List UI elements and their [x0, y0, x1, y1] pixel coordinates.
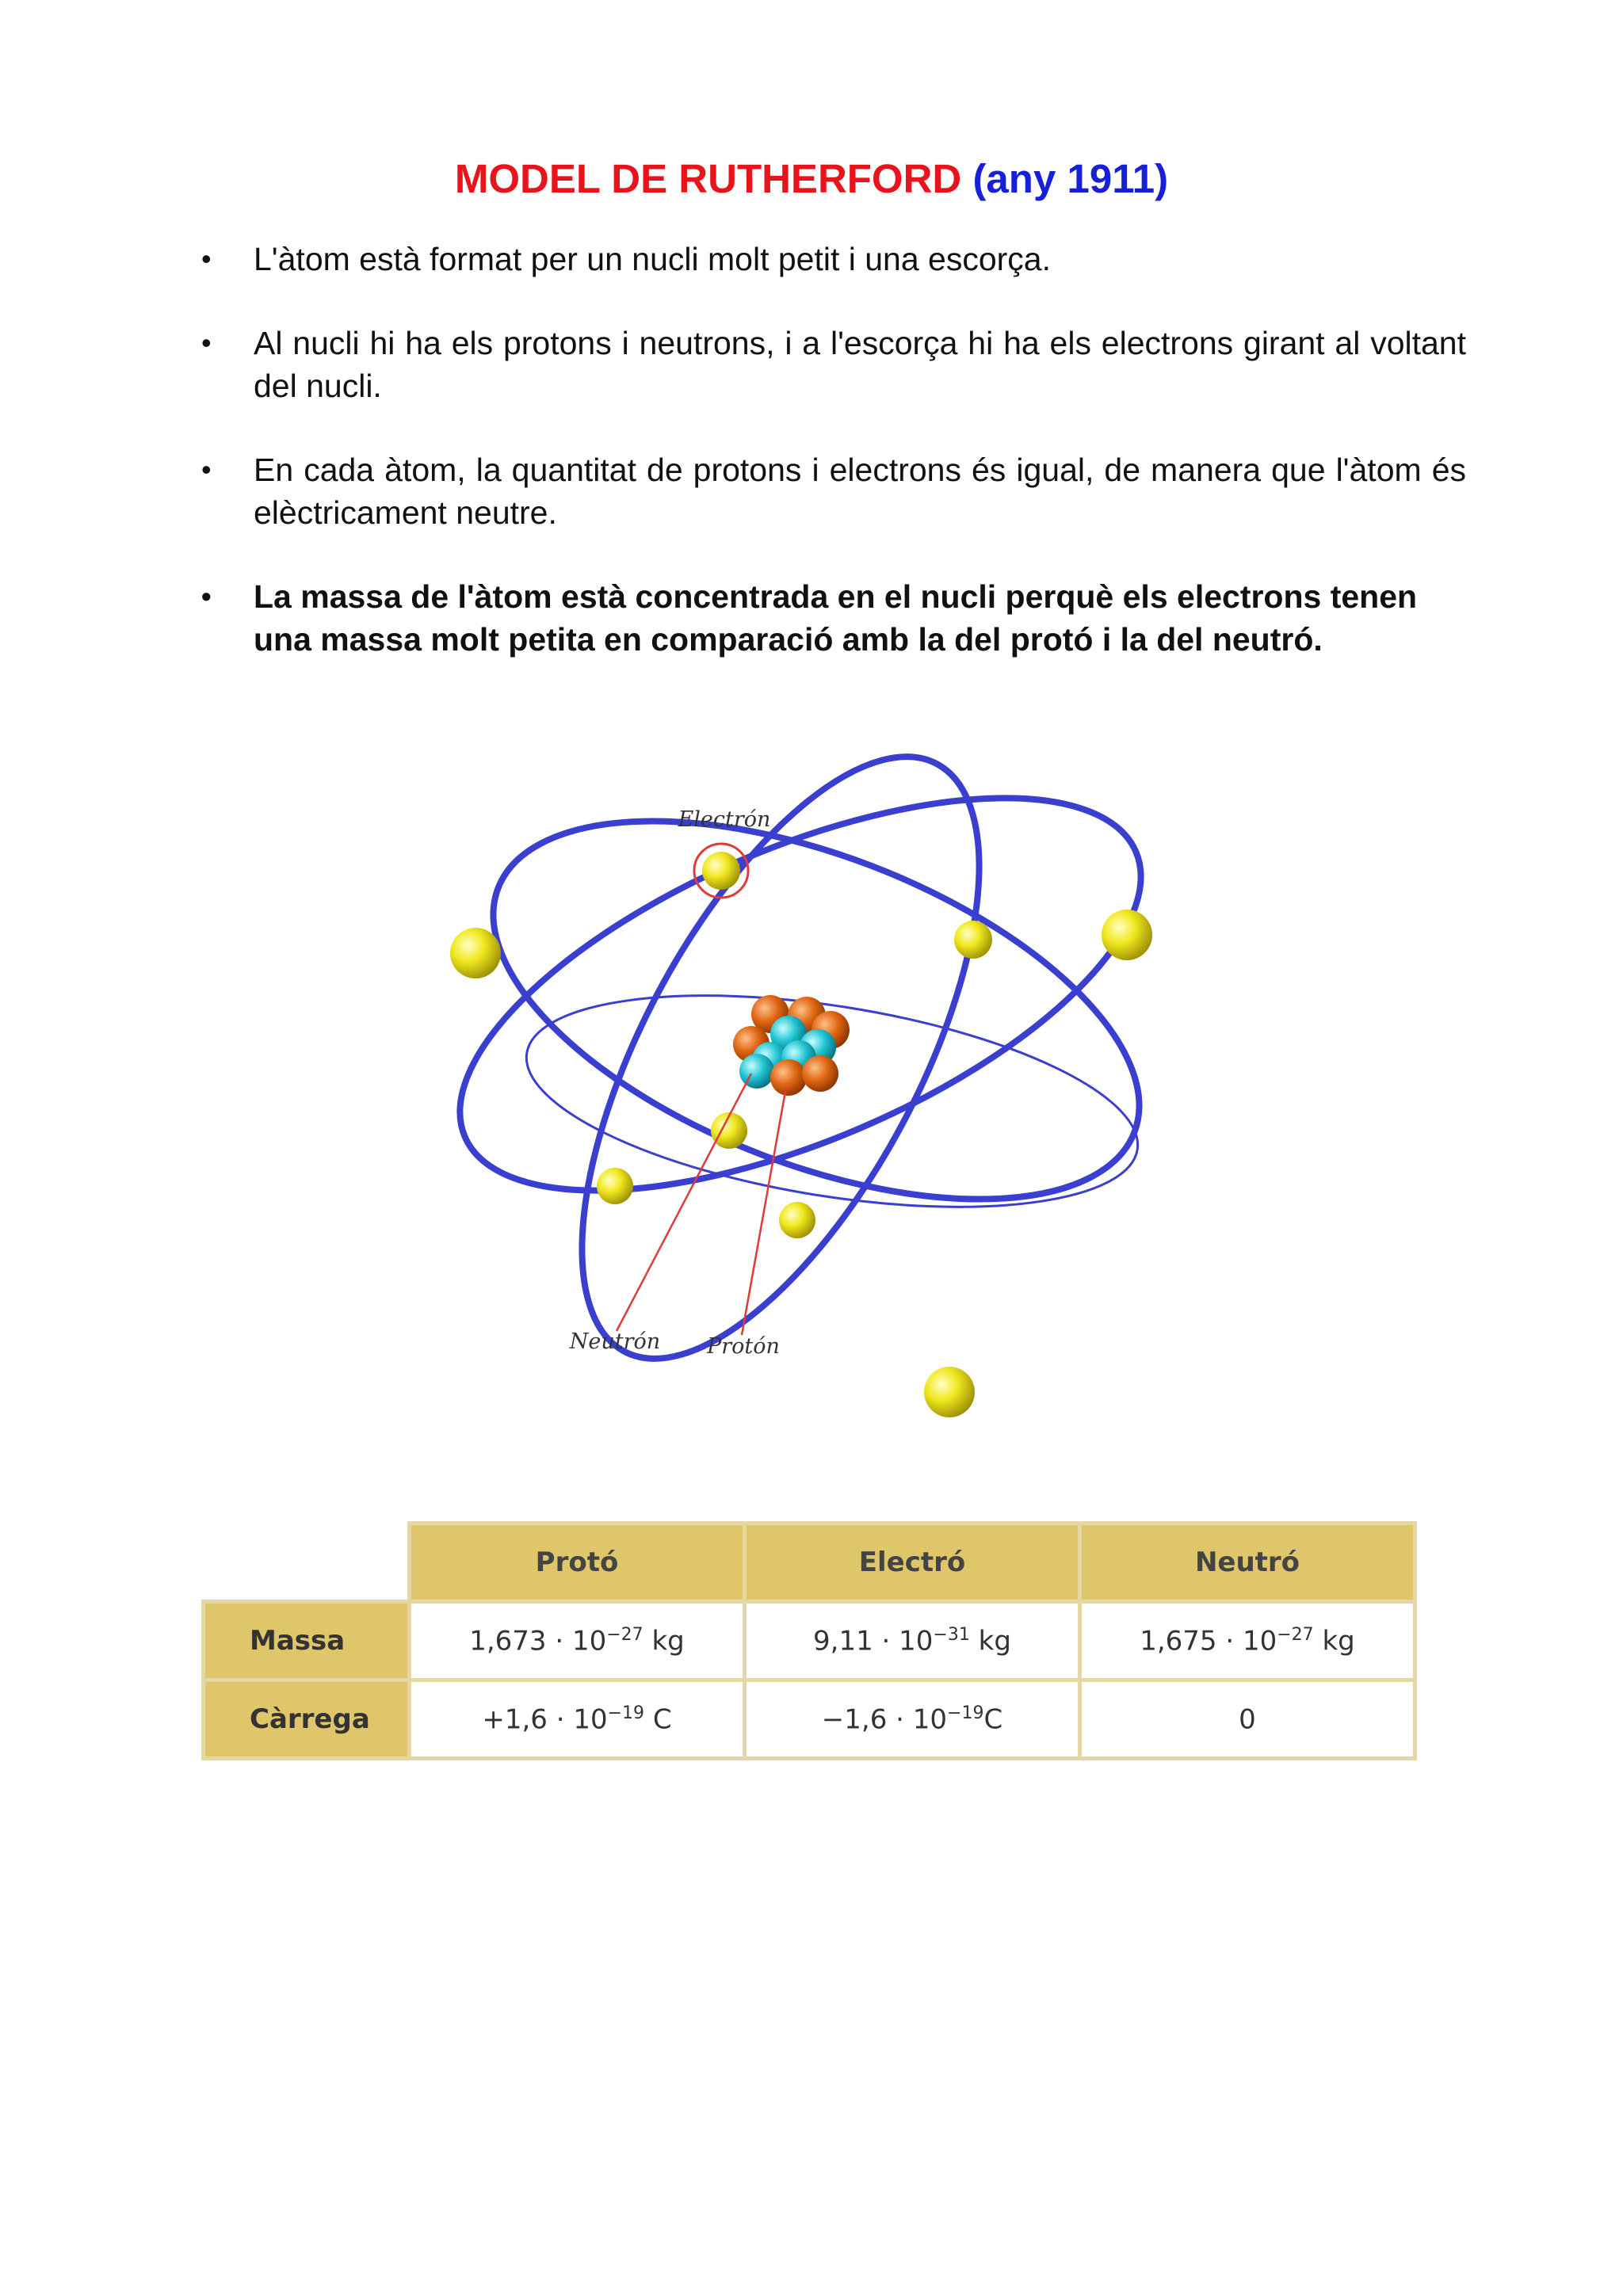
neutron-pointer	[617, 1074, 751, 1331]
cell-base: 1,675 · 10	[1140, 1625, 1277, 1657]
table-header-row	[204, 1524, 1415, 1602]
cell-exponent: −19	[947, 1703, 984, 1723]
nucleus	[733, 995, 850, 1096]
cell-unit: kg	[969, 1625, 1011, 1657]
cell-unit: C	[644, 1703, 672, 1736]
electron-particle	[597, 1168, 633, 1204]
proton-label: Protón	[707, 1334, 780, 1359]
cell-exponent: −31	[933, 1624, 970, 1645]
bullet-list	[201, 238, 1466, 661]
cell-exponent: −19	[607, 1703, 645, 1723]
table-corner-cell	[204, 1524, 410, 1602]
bullet-item-bold	[201, 575, 1466, 661]
table-cell	[410, 1680, 745, 1759]
cell-base: 9,11 · 10	[813, 1625, 934, 1657]
electron-particle	[450, 928, 501, 978]
table-row	[204, 1602, 1415, 1680]
table-cell	[745, 1680, 1080, 1759]
proton-particle	[802, 1055, 838, 1092]
cell-unit: kg	[1313, 1625, 1355, 1657]
atom-diagram	[0, 713, 1623, 1442]
column-header-proton: Protó	[410, 1524, 745, 1602]
electron-particle	[1102, 910, 1152, 960]
electron-particle	[924, 1367, 975, 1417]
row-header-mass: Massa	[204, 1602, 410, 1680]
table-cell	[1080, 1602, 1415, 1680]
title-year: (any 1911)	[972, 156, 1169, 201]
bullet-text: L'àtom està format per un nucli molt petit i una escorça.	[254, 241, 1051, 277]
bullet-dot: •	[201, 242, 212, 275]
cell-base: 0	[1239, 1703, 1256, 1736]
table-row	[204, 1680, 1415, 1759]
title-main: MODEL DE RUTHERFORD	[454, 156, 962, 201]
column-header-electron: Electró	[745, 1524, 1080, 1602]
row-header-charge: Càrrega	[204, 1680, 410, 1759]
bullet-dot: •	[201, 580, 212, 612]
cell-exponent: −27	[1277, 1624, 1314, 1645]
cell-exponent: −27	[606, 1624, 643, 1645]
page-title	[0, 155, 1623, 202]
bullet-item	[201, 448, 1466, 534]
table-cell	[1080, 1680, 1415, 1759]
cell-unit: kg	[643, 1625, 685, 1657]
neutron-label: Neutrón	[569, 1329, 661, 1354]
bullet-item	[201, 322, 1466, 407]
table-cell	[410, 1602, 745, 1680]
cell-base: +1,6 · 10	[482, 1703, 608, 1736]
bullet-text: En cada àtom, la quantitat de protons i electrons és igual, de manera que l'àtom és elèctricament neutre.	[254, 452, 1466, 531]
electron-particle	[779, 1202, 815, 1238]
cell-base: −1,6 · 10	[821, 1703, 948, 1736]
bullet-dot: •	[201, 453, 212, 486]
electron-group	[450, 844, 1152, 1417]
electron-particle	[702, 852, 740, 890]
cell-base: 1,673 · 10	[469, 1625, 607, 1657]
proton-particle	[770, 1059, 807, 1096]
proton-pointer	[742, 1087, 786, 1335]
table-cell	[745, 1602, 1080, 1680]
electron-particle	[954, 921, 992, 959]
proton-particle	[739, 1054, 774, 1089]
bullet-item	[201, 238, 1466, 280]
electron-label: Electrón	[678, 807, 771, 832]
particle-properties-table	[201, 1521, 1417, 1760]
cell-unit: C	[983, 1703, 1003, 1736]
bullet-text: Al nucli hi ha els protons i neutrons, i a l'escorça hi ha els electrons girant al voltant del nucli.	[254, 325, 1466, 404]
column-header-neutron: Neutró	[1080, 1524, 1415, 1602]
bullet-text: La massa de l'àtom està concentrada en el nucli perquè els electrons tenen una massa molt petita en comparació amb la del protó i la del neutró.	[254, 578, 1418, 658]
bullet-dot: •	[201, 326, 212, 359]
